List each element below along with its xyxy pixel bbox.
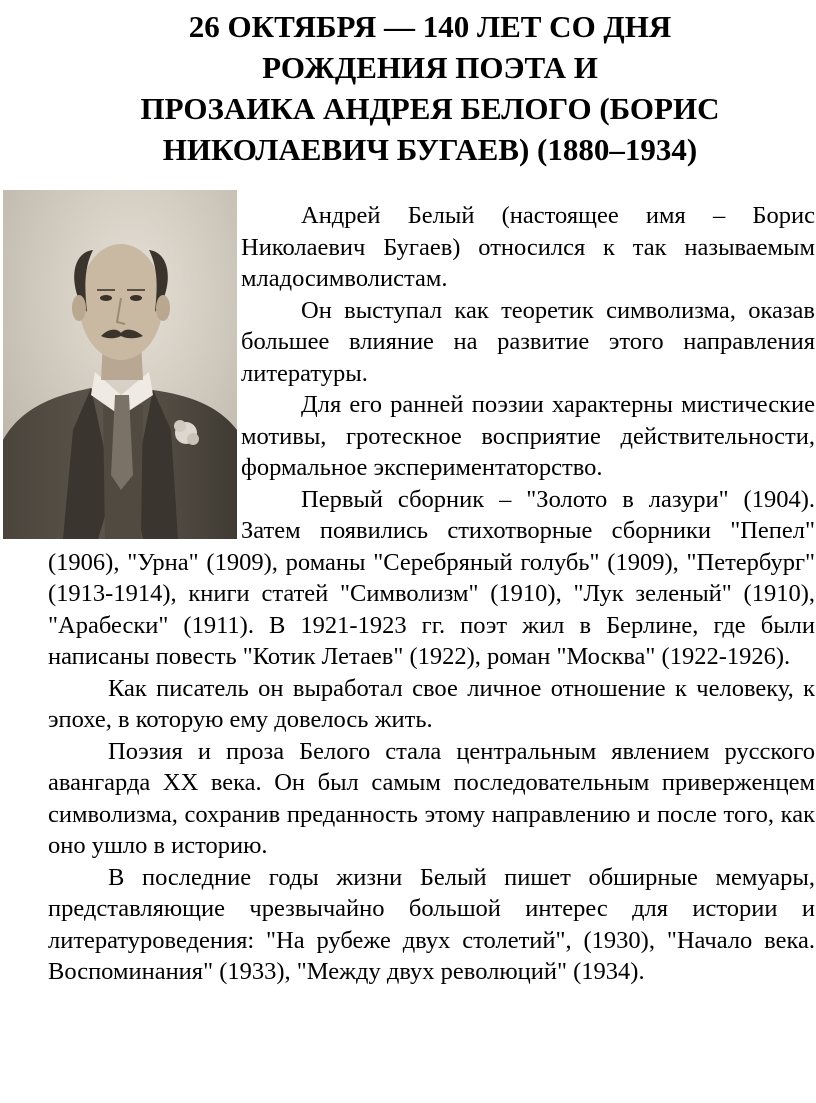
paragraph-5: Как писатель он выработал свое личное отношение к человеку, к эпохе, в которую ему довелось жить. — [48, 674, 815, 733]
page-title — [60, 6, 800, 170]
paragraph-6: Поэзия и проза Белого стала центральным явлением русского авангарда XX века. Он был самым последовательным приверженцем символизма, сохранив преданность этому направлению и после того, как оно ушло в историю. — [48, 737, 815, 859]
title-line-3: ПРОЗАИКА АНДРЕЯ БЕЛОГО (БОРИС — [140, 91, 720, 126]
paragraph-3: Для его ранней поэзии характерны мистические мотивы, гротескное восприятие действительности, формальное экспериментаторство. — [241, 391, 815, 481]
photo-spacer — [48, 200, 241, 540]
title-line-4: НИКОЛАЕВИЧ БУГАЕВ) (1880–1934) — [162, 132, 698, 167]
paragraph-4: Первый сборник – "Золото в лазури" (1904). Затем появились стихотворные сборники "Пепел" (1906), "Урна" (1909), романы "Серебряный голубь" (1909), "Петербург" (1913-1914), книги статей "Символизм" (1910), "Лук зеленый" (1910), "Арабески" (1911). В 1921-1923 гг. поэт жил в Берлине, где были написаны повесть "Котик Летаев" (1922), роман "Москва" (1922-1926). — [48, 485, 815, 670]
paragraph-1: Андрей Белый (настоящее имя – Борис Николаевич Бугаев) относился к так называемым младосимволистам. — [241, 202, 815, 292]
paragraph-2: Он выступал как теоретик символизма, оказав большее влияние на развитие этого направления литературы. — [241, 296, 815, 387]
article-body — [48, 200, 815, 988]
paragraph-7: В последние годы жизни Белый пишет обширные мемуары, представляющие чрезвычайно большой интерес для истории и литературоведения: "На рубеже двух столетий", (1930), "Начало века. Воспоминания" (1933), "Между двух революций" (1934). — [48, 863, 815, 985]
title-line-2: РОЖДЕНИЯ ПОЭТА И — [262, 50, 598, 85]
title-line-1: 26 ОКТЯБРЯ — 140 ЛЕТ СО ДНЯ — [188, 9, 672, 44]
